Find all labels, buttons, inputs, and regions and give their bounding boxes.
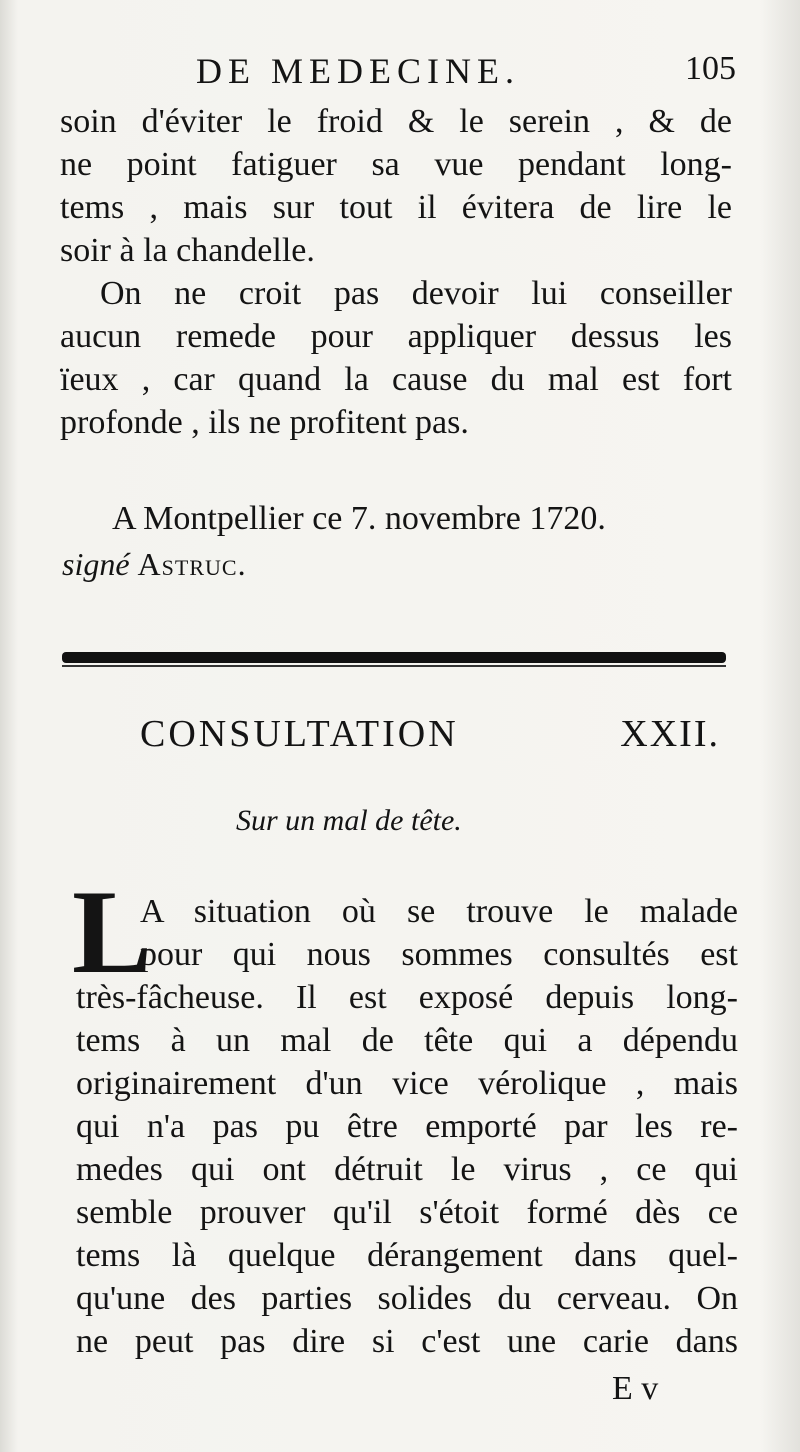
drop-cap: L	[72, 865, 153, 998]
text-line: pour qui nous sommes consultés est	[140, 936, 738, 973]
consultation-number: XXII.	[620, 713, 720, 755]
rule-thick	[62, 652, 726, 663]
text-line: qu'une des parties solides du cerveau. On	[76, 1280, 738, 1317]
text-line: ïeux , car quand la cause du mal est fort	[60, 361, 732, 398]
section-rule	[62, 650, 726, 668]
text-line: tems là quelque dérangement dans quel-	[76, 1237, 738, 1274]
text-line: profonde , ils ne profitent pas.	[60, 404, 469, 441]
paragraph-1	[60, 100, 732, 272]
consultation-heading	[140, 712, 730, 756]
text-line: soin d'éviter le froid & le serein , & de	[60, 103, 732, 140]
text-line: qui n'a pas pu être emporté par les re-	[76, 1108, 738, 1145]
paragraph-2	[60, 272, 732, 444]
text-line: originairement d'un vice vérolique , mais	[76, 1065, 738, 1102]
text-line: ne peut pas dire si c'est une carie dans	[76, 1323, 738, 1360]
text-line: On ne croit pas devoir lui conseiller	[100, 275, 732, 312]
text-line: medes qui ont détruit le virus , ce qui	[76, 1151, 738, 1188]
text-line: très-fâcheuse. Il est exposé depuis long-	[76, 979, 738, 1016]
consultation-subtitle: Sur un mal de tête.	[236, 804, 462, 837]
signer-name: Astruc.	[137, 546, 247, 582]
consultation-body	[76, 890, 738, 1363]
signature-line	[62, 546, 247, 583]
text-line: semble prouver qu'il s'étoit formé dès ce	[76, 1194, 738, 1231]
text-line: tems , mais sur tout il évitera de lire le	[60, 189, 732, 226]
running-title: DE MEDECINE.	[196, 51, 520, 91]
signed-label: signé	[62, 546, 130, 582]
dateline: A Montpellier ce 7. novembre 1720.	[112, 500, 606, 537]
text-line: ne point fatiguer sa vue pendant long-	[60, 146, 732, 183]
consultation-title: CONSULTATION	[140, 713, 459, 755]
signature-mark: E v	[612, 1370, 659, 1407]
page-number: 105	[685, 50, 736, 87]
text-line: tems à un mal de tête qui a dépendu	[76, 1022, 738, 1059]
running-head	[196, 50, 736, 100]
text-line: soir à la chandelle.	[60, 232, 315, 269]
text-line: aucun remede pour appliquer dessus les	[60, 318, 732, 355]
rule-thin	[62, 665, 726, 667]
text-line: A situation où se trouve le malade	[140, 893, 738, 930]
